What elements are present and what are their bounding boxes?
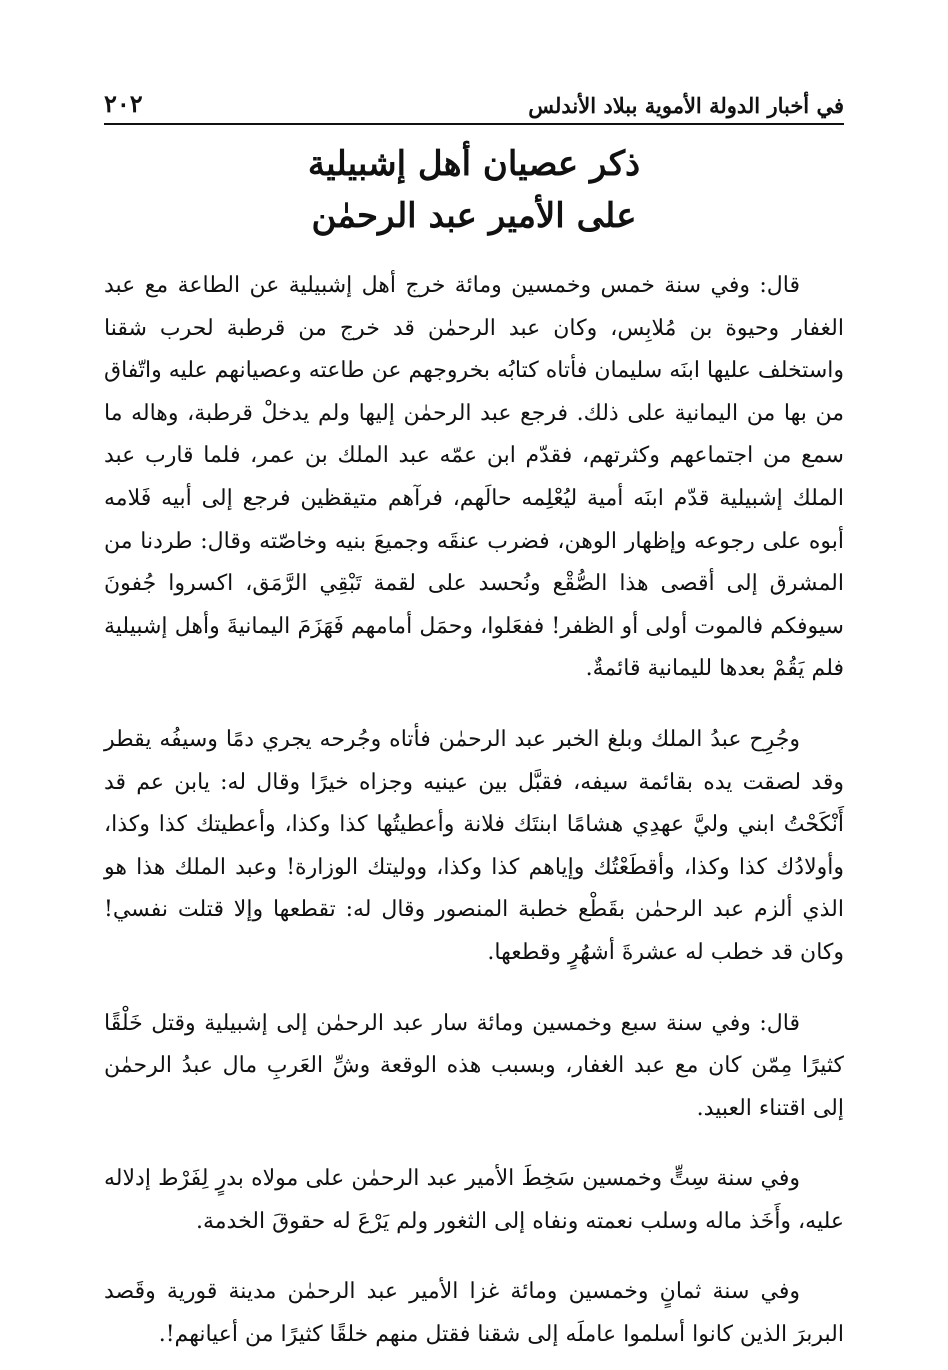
paragraph: قال: وفي سنة سبع وخمسين ومائة سار عبد الرحمٰن إلى إشبيلية وقتل خَلْقًا كثيرًا مِمّن كان مع عبد الغفار، وبسبب هذه الوقعة وشِّ العَربِ مال عبدُ الرحمٰن إلى اقتناء العبيد.: [104, 1010, 844, 1121]
chapter-title-line-2: على الأمير عبد الرحمٰن: [311, 196, 637, 236]
chapter-title-line-1: ذكر عصيان أهل إشبيلية: [307, 144, 641, 184]
page-number: ٢٠٢: [104, 89, 143, 118]
paragraph: وجُرِح عبدُ الملك وبلغ الخبر عبد الرحمٰن فأتاه وجُرحه يجري دمًا وسيفُه يقطر وقد لصقت يده بقائمة سيفه، فقبَّل بين عينيه وجزاه خيرًا وقال له: يابن عم قد أَنْكَحْتُ ابني وليَّ عهدِي هشامًا ابنتَك فلانة وأعطيتُها كذا وكذا، وأعطيتك كذا وكذا، وأولادُك كذا وكذا، وأقطَعْتُك وإياهم كذا وكذا، ووليتك الوزارة! وعبد الملك هذا هو الذي ألزم عبد الرحمٰن بقَطْع خطبة المنصور وقال له: تقطعها وإلا قتلت نفسي! وكان قد خطب له عشرةَ أشهُرٍ وقطعها.: [104, 726, 844, 965]
header-rule: [104, 123, 844, 125]
running-header: [104, 84, 844, 118]
running-title: في أخبار الدولة الأموية ببلاد الأندلس: [528, 93, 844, 118]
paragraph: وفي سنة سِتٍّ وخمسين سَخِطَ الأمير عبد الرحمٰن على مولاه بدرٍ لِفَرْط إدلاله عليه، وأَخَذ ماله وسلب نعمته ونفاه إلى الثغور ولم يَرْعَ له حقوقَ الخدمة.: [104, 1166, 844, 1234]
body-text: [104, 265, 844, 1357]
paragraph: وفي سنة ثمانٍ وخمسين ومائة غزا الأمير عبد الرحمٰن مدينة قورية وقَصد البربرَ الذين كانوا أسلموا عاملَه إلى شقنا فقتل منهم خلقًا كثيرًا من أعيانهم!.: [104, 1279, 844, 1348]
chapter-title: [104, 138, 844, 242]
paragraph: قال: وفي سنة خمس وخمسين ومائة خرج أهل إشبيلية عن الطاعة مع عبد الغفار وحيوة بن مُلابِس، وكان عبد الرحمٰن قد خرج من قرطبة لحرب شقنا واستخلف عليها ابنَه سليمان فأتاه كتابُه بخروجهم عن طاعته وعصيانهم عليه واتّفاق من بها من اليمانية على ذلك. فرجع عبد الرحمٰن إليها ولم يدخلْ قرطبة، وهاله ما سمع من اجتماعهم وكثرتهم، فقدّم ابن عمّه عبد الملك بن عمر، فلما قارب عبد الملك إشبيلية قدّم ابنَه أمية ليُعْلِمه حالَهم، فرآهم متيقظين فرجع إلى أبيه فَلامه أبوه على رجوعه وإظهار الوهن، فضرب عنقَه وجميعَ بنيه وخاصّته وقال: طردنا من المشرق إلى أقصى هذا الصُّقْع ونُحسد على لقمة تَبْقِي الرَّمَق، اكسروا جُفونَ سيوفكم فالموت أولى أو الظفر! ففعَلوا، وحمَل أمامهم فَهَزَمَ اليمانيةَ وأهل إشبيلية فلم يَقُمْ بعدها لليمانية قائمةٌ.: [104, 273, 844, 682]
